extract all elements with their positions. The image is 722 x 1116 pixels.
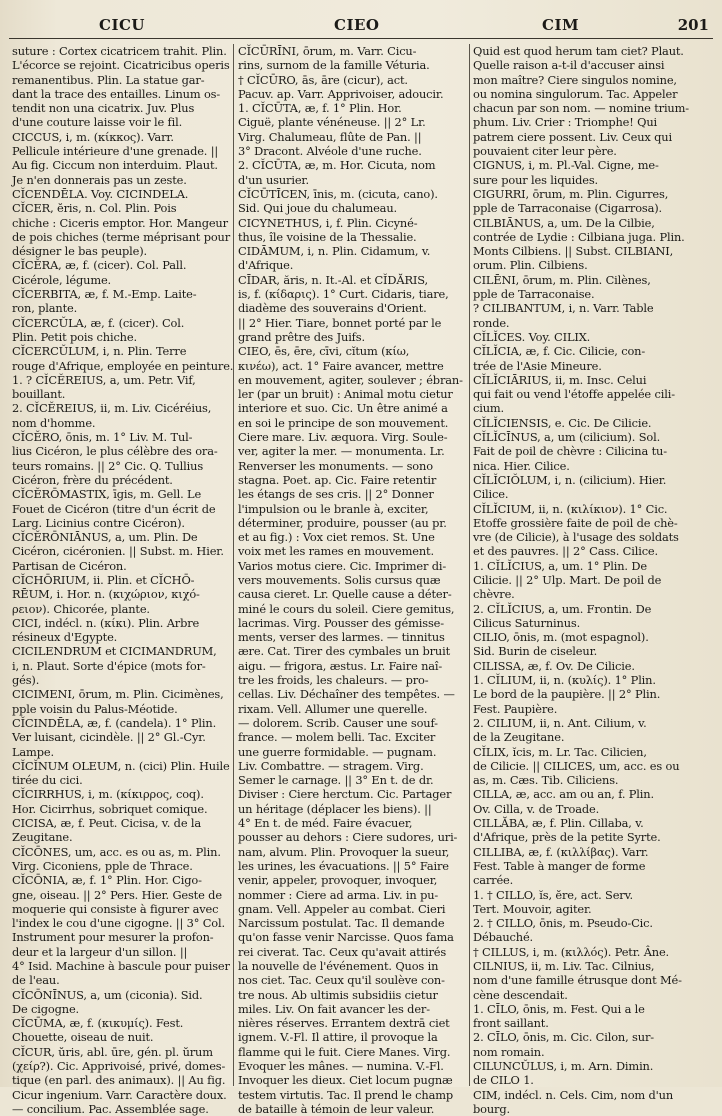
text-line: et des pauvres. || 2° Cass. Cilice. (473, 544, 658, 559)
text-line: Je n'en donnerais pas un zeste. (12, 172, 187, 187)
text-line: nières réserves. Errantem dextrā ciet (238, 1016, 450, 1031)
text-line: Fait de poil de chèvre : Cilicina tu- (473, 444, 667, 459)
text-line: 2. † CILLO, ōnis, m. Pseudo-Cic. (473, 916, 653, 931)
text-line: κινέω), act. 1° Faire avancer, mettre (238, 358, 444, 373)
text-line: — concilium. Pac. Assemblée sage. (12, 1101, 209, 1116)
text-line: || 2° Hier. Tiare, bonnet porté par le (238, 315, 442, 330)
text-line: Cilicus Saturninus. (473, 615, 581, 630)
text-line: mon maître? Ciere singulos nomine, (473, 72, 677, 87)
text-line: Cicérole, légume. (12, 272, 112, 287)
text-line: cellas. Liv. Déchaîner des tempêtes. — (238, 687, 455, 702)
text-line: CĬLĬCIUM, ii, n. (κιλίκιον). 1° Cic. (473, 501, 668, 516)
text-line: Ver luisant, cicindèle. || 2° Gl.-Cyr. (12, 730, 206, 745)
entry-columns (9, 44, 713, 1116)
text-line: CĬCUR, ŭris, abl. ūre, gén. pl. ŭrum (12, 1044, 213, 1059)
text-line: tendit non una cicatrix. Juv. Plus (12, 101, 195, 116)
text-line: gnam. Vell. Appeler au combat. Cieri (238, 901, 446, 916)
text-line: miné le cours du soleil. Ciere gemitus, (238, 601, 455, 616)
column-2 (233, 44, 470, 1116)
text-line: sure pour les liquides. (473, 172, 598, 187)
text-line: d'Afrique. (238, 258, 294, 273)
text-line: Zeugitane. (12, 830, 73, 845)
text-line: CILNIUS, ii, m. Liv. Tac. Cilnius, (473, 959, 655, 973)
text-line: qui fait ou vend l'étoffe appelée cili- (473, 387, 675, 402)
text-line: chacun par son nom. — nomine trium- (473, 101, 689, 116)
text-line: RĒUM, i. Hor. n. (κιχώριον, κιχό- (12, 587, 200, 602)
text-line: de CILO 1. (473, 1073, 534, 1088)
text-line: CICYNETHUS, i, f. Plin. Cicyné- (238, 215, 418, 230)
text-line: les étangs de ses cris. || 2° Donner (238, 487, 434, 502)
text-line: un héritage (déplacer les biens). || (238, 801, 432, 816)
text-line: lacrimas. Virg. Pousser des gémisse- (238, 615, 444, 630)
text-line: ? CILIBANTUM, i, n. Varr. Table (473, 301, 654, 316)
text-line: † CILLUS, i, m. (κιλλός). Petr. Âne. (473, 944, 670, 959)
text-line: qu'on fasse venir Narcisse. Quos fama (238, 930, 454, 945)
text-line: stagna. Poet. ap. Cic. Faire retentir (238, 472, 437, 487)
text-line: CILLA, æ, acc. am ou an, f. Plin. (473, 787, 654, 802)
text-line: Débauché. (473, 930, 534, 945)
text-line: front saillant. (473, 1016, 549, 1031)
page-number: 201 (677, 16, 709, 34)
text-line: ære. Cat. Tirer des cymbales un bruit (238, 644, 451, 659)
text-line: CIDĀMUM, i, n. Plin. Cidamum, v. (238, 244, 431, 259)
text-line: Diviser : Ciere herctum. Cic. Partager (238, 787, 452, 802)
text-line: 4° En t. de méd. Faire évacuer, (238, 816, 413, 831)
text-line: CICISA, æ, f. Peut. Cicisa, v. de la (12, 816, 202, 831)
text-line: CICI, indécl. n. (κίκι). Plin. Arbre (12, 615, 200, 630)
text-line: CĬCERCŬLA, æ, f. (cicer). Col. (12, 315, 185, 330)
text-line: rixam. Vell. Allumer une querelle. (238, 701, 428, 716)
text-line: CICILENDRUM et CICIMANDRUM, (12, 644, 217, 659)
text-line: dant la trace des entailles. Linum os- (12, 86, 221, 101)
text-line: CĬCĬNUM OLEUM, n. (cici) Plin. Huile (12, 758, 230, 773)
text-line: vers mouvements. Solis cursus quæ (238, 572, 441, 587)
text-line: CĪDAR, ăris, n. It.-Al. et CĬDĂRIS, (238, 272, 428, 287)
text-line: interiore et suo. Cic. Un être animé a (238, 401, 448, 416)
text-line: CĬLĬCIŎLUM, i, n. (cilicium). Hier. (473, 472, 667, 487)
text-line: CILLĂBA, æ, f. Plin. Cillaba, v. (473, 816, 644, 831)
text-line: pple voisin du Palus-Méotide. (12, 701, 178, 716)
text-line: 1. CĬCŪTA, æ, f. 1° Plin. Hor. (238, 101, 402, 116)
text-line: CĬLĬCIA, æ, f. Cic. Cilicie, con- (473, 344, 646, 359)
text-line: Ciere mare. Liv. æquora. Virg. Soule- (238, 430, 448, 445)
text-line: CIGNUS, i, m. Pl.-Val. Cigne, me- (473, 158, 659, 173)
text-line: Varios motus ciere. Cic. Imprimer di- (238, 558, 447, 573)
text-line: 2. CĬCĔREIUS, ii, m. Liv. Cicéréius, (12, 401, 212, 416)
text-line: france. — molem belli. Tac. Exciter (238, 730, 436, 745)
text-line: bouillant. (12, 387, 66, 402)
text-line: de bataille à témoin de leur valeur. (238, 1101, 435, 1116)
text-line: Cicur ingenium. Varr. Caractère doux. (12, 1087, 227, 1102)
text-line: Renverser les monuments. — sono (238, 458, 433, 473)
text-line: nommer : Ciere ad arma. Liv. in pu- (238, 887, 439, 902)
text-line: CIGURRI, ōrum, m. Plin. Cigurres, (473, 186, 669, 201)
text-line: chèvre. (473, 587, 515, 602)
text-line: tique (en parl. des animaux). || Au fig. (12, 1073, 226, 1088)
text-line: Virg. Chalumeau, flûte de Pan. || (238, 129, 422, 144)
text-line: ver, agiter la mer. — monumenta. Lr. (238, 444, 445, 459)
page-header (9, 6, 713, 36)
text-line: CĬCERBITA, æ, f. M.-Emp. Laite- (12, 287, 197, 302)
text-line: Fest. Paupière. (473, 701, 558, 716)
text-line: Ov. Cilla, v. de Troade. (473, 801, 600, 816)
text-line: CIM, indécl. n. Cels. Cim, nom d'un (473, 1087, 674, 1102)
text-line: Sid. Burin de ciseleur. (473, 644, 598, 659)
text-line: Invoquer les dieux. Ciet locum pugnæ (238, 1073, 453, 1088)
text-line: Hor. Cicirrhus, sobriquet comique. (12, 801, 208, 816)
text-line: CĬLIX, ĭcis, m. Lr. Tac. Cilicien, (473, 744, 647, 759)
text-line: nom d'une famille étrusque dont Mé- (473, 973, 682, 988)
text-line: Pacuv. ap. Varr. Apprivoiser, adoucir. (238, 86, 444, 101)
text-line: L'écorce se rejoint. Cicatricibus operis (12, 58, 230, 73)
text-line: CĬCĔRŌNIĀNUS, a, um. Plin. De (12, 530, 198, 545)
column-3 (470, 44, 712, 1116)
text-line: 2. CILIUM, ii, n. Ant. Cilium, v. (473, 715, 647, 730)
text-line: CILĒNI, ōrum, m. Plin. Cilènes, (473, 272, 651, 287)
text-line: Liv. Combattre. — stragem. Virg. (238, 758, 424, 773)
text-line: CILBIĀNUS, a, um. De la Cilbie, (473, 215, 655, 230)
text-line: causa cieret. Lr. Quelle cause a déter- (238, 587, 452, 602)
text-line: pple de Tarraconaise (Cigarrosa). (473, 201, 663, 216)
text-line: CILUNCŬLUS, i, m. Arn. Dimin. (473, 1059, 654, 1074)
header-rule (9, 38, 713, 39)
text-line: en soi le principe de son mouvement. (238, 415, 449, 430)
text-line: rins, surnom de la famille Véturia. (238, 58, 430, 73)
text-line: Pellicule intérieure d'une grenade. || (12, 144, 219, 159)
text-line: 1. ? CĬCĔREIUS, a, um. Petr. Vif, (12, 372, 196, 387)
text-line: CĬCŌNĪNUS, a, um (ciconia). Sid. (12, 987, 203, 1002)
text-line: ron, plante. (12, 301, 78, 316)
text-line: d'Afrique, près de la petite Syrte. (473, 830, 661, 845)
text-line: CILLIBA, æ, f. (κιλλίβας). Varr. (473, 844, 649, 859)
text-line: les urines, les évacuations. || 5° Faire (238, 858, 449, 873)
text-line: rouge d'Afrique, employée en peinture. (12, 358, 234, 373)
text-line: CĬCENDĒLA. Voy. CICINDELA. (12, 186, 189, 201)
text-line: CICIMENI, ōrum, m. Plin. Cicimènes, (12, 687, 224, 702)
text-line: grand prêtre des Juifs. (238, 329, 365, 344)
text-line: ignem. V.-Fl. Il attire, il provoque la (238, 1030, 438, 1045)
text-line: De cigogne. (12, 1001, 80, 1016)
text-line: cium. (473, 401, 505, 416)
text-line: Le bord de la paupière. || 2° Plin. (473, 687, 661, 702)
text-line: CĬCŪTĪCEN, īnis, m. (cicuta, cano). (238, 186, 438, 201)
text-line: résineux d'Egypte. (12, 630, 118, 645)
text-line: l'impulsion ou le branle à, exciter, (238, 501, 429, 516)
text-line: ler (par un bruit) : Animal motu cietur (238, 387, 453, 402)
text-line: Narcissum postulat. Tac. Il demande (238, 916, 445, 931)
text-line: Fouet de Cicéron (titre d'un écrit de (12, 501, 216, 516)
text-line: Fest. Table à manger de forme (473, 858, 646, 873)
running-head-left: CICU (99, 16, 145, 34)
text-line: gés). (12, 673, 40, 688)
text-line: et au fig.) : Vox ciet remos. St. Une (238, 530, 435, 545)
text-line: pple de Tarraconaise. (473, 287, 595, 302)
text-line: CIEO, ēs, ēre, cīvi, cĭtum (κίω, (238, 344, 410, 359)
text-line: CĬCER, ĕris, n. Col. Plin. Pois (12, 201, 177, 216)
text-line: CĬCŌNES, um, acc. es ou as, m. Plin. (12, 844, 221, 859)
text-line: aigu. — frigora, æstus. Lr. Faire naî- (238, 658, 443, 673)
text-line: CĬCŪMA, æ, f. (κικυμίς). Fest. (12, 1016, 184, 1031)
text-line: CILIO, ōnis, m. (mot espagnol). (473, 630, 649, 645)
text-line: phum. Liv. Crier : Triomphe! Qui (473, 115, 658, 130)
text-line: Ciguë, plante vénéneuse. || 2° Lr. (238, 115, 426, 130)
text-line: tirée du cici. (12, 773, 83, 788)
text-line: Quid est quod herum tam ciet? Plaut. (473, 44, 684, 58)
text-line: une guerre formidable. — pugnam. (238, 744, 437, 759)
text-line: CĬCERCŬLUM, i, n. Plin. Terre (12, 344, 187, 359)
text-line: Plin. Petit pois chiche. (12, 329, 137, 344)
text-line: nom d'homme. (12, 415, 96, 430)
text-line: Partisan de Cicéron. (12, 558, 127, 573)
text-line: diadème des souverains d'Orient. (238, 301, 427, 316)
text-line: nom romain. (473, 1044, 545, 1059)
text-line: cène descendait. (473, 987, 568, 1002)
text-line: orum. Plin. Cilbiens. (473, 258, 588, 273)
text-line: la nouvelle de l'événement. Quos in (238, 959, 439, 973)
text-line: ρειον). Chicorée, plante. (12, 601, 150, 616)
text-line: lius Cicéron, le plus célèbre des ora- (12, 444, 218, 459)
text-line: CĬLĬCĪNUS, a, um (cilicium). Sol. (473, 430, 661, 445)
text-line: 2. CĪLO, ōnis, m. Cic. Cilon, sur- (473, 1030, 654, 1045)
text-line: vre (de Cilicie), à l'usage des soldats (473, 530, 679, 545)
text-line: de Cilicie. || CILICES, um, acc. es ou (473, 758, 680, 773)
text-line: d'un usurier. (238, 172, 309, 187)
text-line: thus, île voisine de la Thessalie. (238, 229, 417, 244)
text-line: tre les froids, les chaleurs. — pro- (238, 673, 429, 688)
text-line: Cilicie. || 2° Ulp. Mart. De poil de (473, 572, 662, 587)
text-line: tre nous. Ab ultimis subsidiis cietur (238, 987, 438, 1002)
text-line: CĬCIRRHUS, i, m. (κίκιρρος, coq). (12, 787, 204, 802)
text-line: Cicéron, frère du précédent. (12, 472, 173, 487)
text-line: bourg. (473, 1101, 510, 1116)
text-line: chiche : Ciceris emptor. Hor. Mangeur (12, 215, 228, 230)
text-line: de pois chiches (terme méprisant pour (12, 229, 231, 244)
text-line: teurs romains. || 2° Cic. Q. Tullius (12, 458, 204, 473)
text-line: Evoquer les mânes. — numina. V.-Fl. (238, 1059, 444, 1074)
text-line: carrée. (473, 873, 514, 888)
text-line: contrée de Lydie : Cilbiana juga. Plin. (473, 229, 685, 244)
text-line: Etoffe grossière faite de poil de chè- (473, 515, 678, 530)
text-line: ments, verser des larmes. — tinnitus (238, 630, 445, 645)
text-line: as, m. Cæs. Tib. Ciliciens. (473, 773, 619, 788)
text-line: 2. CĬCŪTA, æ, m. Hor. Cicuta, nom (238, 158, 436, 173)
text-line: Cicéron, cicéronien. || Subst. m. Hier. (12, 544, 224, 559)
text-line: Quelle raison a-t-il d'accuser ainsi (473, 58, 665, 73)
text-line: testem virtutis. Tac. Il prend le champ (238, 1087, 454, 1102)
text-line: CĬLĬCES. Voy. CILIX. (473, 329, 591, 344)
text-line: is, f. (κίδαρις). 1° Curt. Cidaris, tiare, (238, 287, 449, 302)
text-line: CĬCINDĒLA, æ, f. (candela). 1° Plin. (12, 715, 217, 730)
text-line: en mouvement, agiter, soulever ; ébran- (238, 372, 463, 387)
text-line: CĬCHŌRIUM, ii. Plin. et CĬCHŌ- (12, 572, 195, 587)
text-line: désigner le bas peuple). (12, 244, 148, 259)
text-line: Chouette, oiseau de nuit. (12, 1030, 154, 1045)
text-line: ou nomina singulorum. Tac. Appeler (473, 86, 678, 101)
text-line: CĬLĬCIENSIS, e. Cic. De Cilicie. (473, 415, 652, 430)
text-line: Larg. Licinius contre Cicéron). (12, 515, 185, 530)
text-line: 3° Dracont. Alvéole d'une ruche. (238, 144, 422, 159)
text-line: Lampe. (12, 744, 54, 759)
text-line: Cilice. (473, 487, 509, 502)
text-line: (χείρ?). Cic. Apprivoisé, privé, domes- (12, 1059, 226, 1074)
text-line: nam, alvum. Plin. Provoquer la sueur, (238, 844, 450, 859)
text-line: CĬCĔRŌMASTIX, īgis, m. Gell. Le (12, 487, 202, 502)
text-line: Virg. Ciconiens, pple de Thrace. (12, 858, 193, 873)
text-line: Sid. Qui joue du chalumeau. (238, 201, 397, 216)
text-line: Instrument pour mesurer la profon- (12, 930, 214, 945)
text-line: flamme qui le fuit. Ciere Manes. Virg. (238, 1044, 451, 1059)
text-line: de la Zeugitane. (473, 730, 565, 745)
text-line: de l'eau. (12, 973, 60, 988)
text-line: patrem ciere possent. Liv. Ceux qui (473, 129, 672, 144)
text-line: trée de l'Asie Mineure. (473, 358, 602, 373)
text-line: gne, oiseau. || 2° Pers. Hier. Geste de (12, 887, 222, 902)
text-line: Monts Cilbiens. || Subst. CILBIANI, (473, 244, 674, 259)
text-line: l'index le cou d'une cigogne. || 3° Col. (12, 916, 225, 931)
text-line: déterminer, produire, pousser (au pr. (238, 515, 447, 530)
running-head-center: CIEO (334, 16, 380, 34)
text-line: — dolorem. Scrib. Causer une souf- (238, 715, 438, 730)
text-line: nica. Hier. Cilice. (473, 458, 570, 473)
text-line: nos ciet. Tac. Ceux qu'il soulève con- (238, 973, 445, 988)
text-line: Semer le carnage. || 3° En t. de dr. (238, 773, 434, 788)
text-line: Au fig. Ciccum non interduim. Plaut. (12, 158, 218, 173)
running-head-right: CIM (542, 16, 580, 34)
text-line: remanentibus. Plin. La statue gar- (12, 72, 205, 87)
text-line: CĬLĬCIĀRIUS, ii, m. Insc. Celui (473, 372, 647, 387)
text-line: suture : Cortex cicatricem trahit. Plin. (12, 44, 227, 58)
text-line: 1. CĪLO, ōnis, m. Fest. Qui a le (473, 1001, 645, 1016)
text-line: moquerie qui consiste à figurer avec (12, 901, 219, 916)
text-line: † CĬCŪRO, ās, āre (cicur), act. (238, 72, 408, 87)
text-line: deur et la largeur d'un sillon. || (12, 944, 188, 959)
text-line: 2. CĬLĬCIUS, a, um. Frontin. De (473, 601, 652, 616)
text-line: 1. CĬLIUM, ii, n. (κυλίς). 1° Plin. (473, 673, 656, 688)
text-line: voix met les rames en mouvement. (238, 544, 434, 559)
text-line: venir, appeler, provoquer, invoquer, (238, 873, 438, 888)
text-line: rei civerat. Tac. Ceux qu'avait attirés (238, 944, 447, 959)
text-line: pousser au dehors : Ciere sudores, uri- (238, 830, 458, 845)
text-line: 1. † CILLO, ĭs, ĕre, act. Serv. (473, 887, 633, 902)
text-line: CĬCŌNIA, æ, f. 1° Plin. Hor. Cigo- (12, 873, 202, 888)
text-line: 1. CĬLĬCIUS, a, um. 1° Plin. De (473, 558, 647, 573)
text-line: CĬCĔRO, ōnis, m. 1° Liv. M. Tul- (12, 430, 193, 445)
text-line: d'une couture laisse voir le fil. (12, 115, 183, 130)
column-1 (9, 44, 234, 1116)
text-line: CICCUS, i, m. (κίκκος). Varr. (12, 129, 174, 144)
text-line: 4° Isid. Machine à bascule pour puiser (12, 959, 230, 973)
text-line: CĬCŪRĪNI, ōrum, m. Varr. Cicu- (238, 44, 417, 58)
text-line: ronde. (473, 315, 510, 330)
text-line: miles. Liv. On fait avancer les der- (238, 1001, 430, 1016)
text-line: Tert. Mouvoir, agiter. (473, 901, 592, 916)
text-line: pouvaient citer leur père. (473, 144, 617, 159)
text-line: CĬCĔRA, æ, f. (cicer). Col. Pall. (12, 258, 187, 273)
text-line: CILISSA, æ, f. Ov. De Cilicie. (473, 658, 635, 673)
text-line: i, n. Plaut. Sorte d'épice (mots for- (12, 658, 206, 673)
